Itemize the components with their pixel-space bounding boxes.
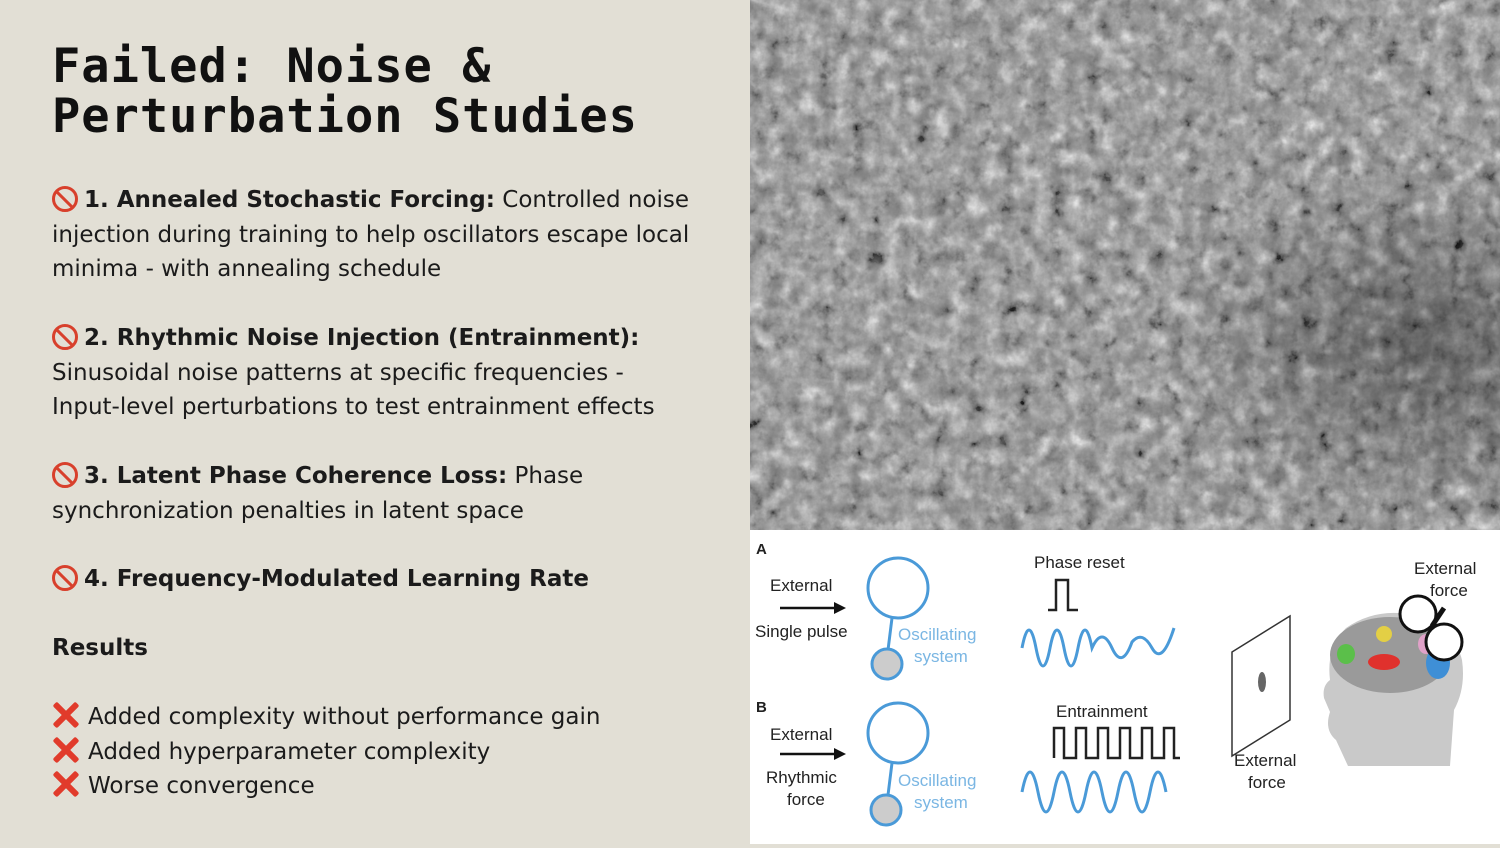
b-oscillator-ring <box>868 703 928 763</box>
oscillator-diagram <box>750 530 1500 844</box>
noise-texture-image <box>750 0 1500 530</box>
b-oscillating-label: Oscillating <box>898 771 977 790</box>
result-text: Added hyperparameter complexity <box>88 738 491 765</box>
item-description: Phase synchronization penalties in latent space <box>52 463 584 524</box>
result-item <box>52 735 692 770</box>
a-pendulum-bob <box>872 649 902 679</box>
panel-b-label: B <box>756 699 767 716</box>
cross-mark-icon <box>52 701 80 729</box>
b-arrow-head <box>834 748 846 760</box>
slide-title <box>52 39 732 144</box>
results-list <box>52 700 692 804</box>
result-item <box>52 700 692 735</box>
a-single-pulse-label: Single pulse <box>755 622 848 641</box>
prohibited-icon <box>52 462 78 488</box>
a-arrow-head <box>834 602 846 614</box>
item-heading: 1. Annealed Stochastic Forcing: <box>84 187 495 213</box>
panel-a-label: A <box>756 541 767 558</box>
screen-dot <box>1258 672 1266 692</box>
phase-reset-label: Phase reset <box>1034 553 1125 572</box>
b-system-label: system <box>914 793 968 812</box>
a-oscillator-ring <box>868 558 928 618</box>
head-brain-icon <box>1324 596 1463 766</box>
b-force-label: force <box>787 790 825 809</box>
prohibited-icon <box>52 565 78 591</box>
a-system-label: system <box>914 647 968 666</box>
result-text: Worse convergence <box>88 773 315 799</box>
item-heading: 2. Rhythmic Noise Injection (Entrainment): <box>84 325 640 351</box>
text-panel <box>0 0 750 844</box>
b-rhythmic-label: Rhythmic <box>766 768 837 787</box>
prohibited-icon <box>52 324 78 350</box>
item-heading: 4. Frequency-Modulated Learning Rate <box>84 566 589 592</box>
b-external-label: External <box>770 725 833 744</box>
entrained-wave <box>1022 772 1166 812</box>
a-external-label: External <box>770 576 833 595</box>
a-pendulum-rod <box>888 618 892 650</box>
image-panel <box>750 0 1500 844</box>
b-pendulum-rod <box>888 763 892 795</box>
phase-reset-wave <box>1022 628 1174 666</box>
result-item <box>52 769 692 804</box>
entrainment-label: Entrainment <box>1056 702 1148 721</box>
list-item <box>52 321 692 425</box>
results-heading: Results <box>52 635 148 661</box>
list-item <box>52 183 692 287</box>
list-item <box>52 562 692 597</box>
head-force-label: force <box>1430 581 1468 600</box>
prohibited-icon <box>52 186 78 212</box>
cross-mark-icon <box>52 736 80 764</box>
oscillator-diagram-svg <box>750 530 1500 844</box>
a-oscillating-label: Oscillating <box>898 625 977 644</box>
head-external-label: External <box>1414 559 1477 578</box>
item-description: Sinusoidal noise patterns at specific frequencies - Input-level perturbations to test entrainment effects <box>52 359 655 420</box>
cross-mark-icon <box>52 770 80 798</box>
rhythmic-pulse-waveform <box>1054 728 1180 758</box>
item-description: Controlled noise injection during training to help oscillators escape local minima - with annealing schedule <box>52 187 690 282</box>
list-item <box>52 459 692 528</box>
screen-external-label: External <box>1234 751 1297 770</box>
b-pendulum-bob <box>871 795 901 825</box>
screen-force-label: force <box>1248 773 1286 792</box>
item-heading: 3. Latent Phase Coherence Loss: <box>84 463 508 489</box>
title-line-2: Perturbation Studies <box>52 89 638 144</box>
title-line-1: Failed: Noise & <box>52 39 492 94</box>
result-text: Added complexity without performance gain <box>88 704 601 730</box>
single-pulse-waveform <box>1048 580 1078 610</box>
